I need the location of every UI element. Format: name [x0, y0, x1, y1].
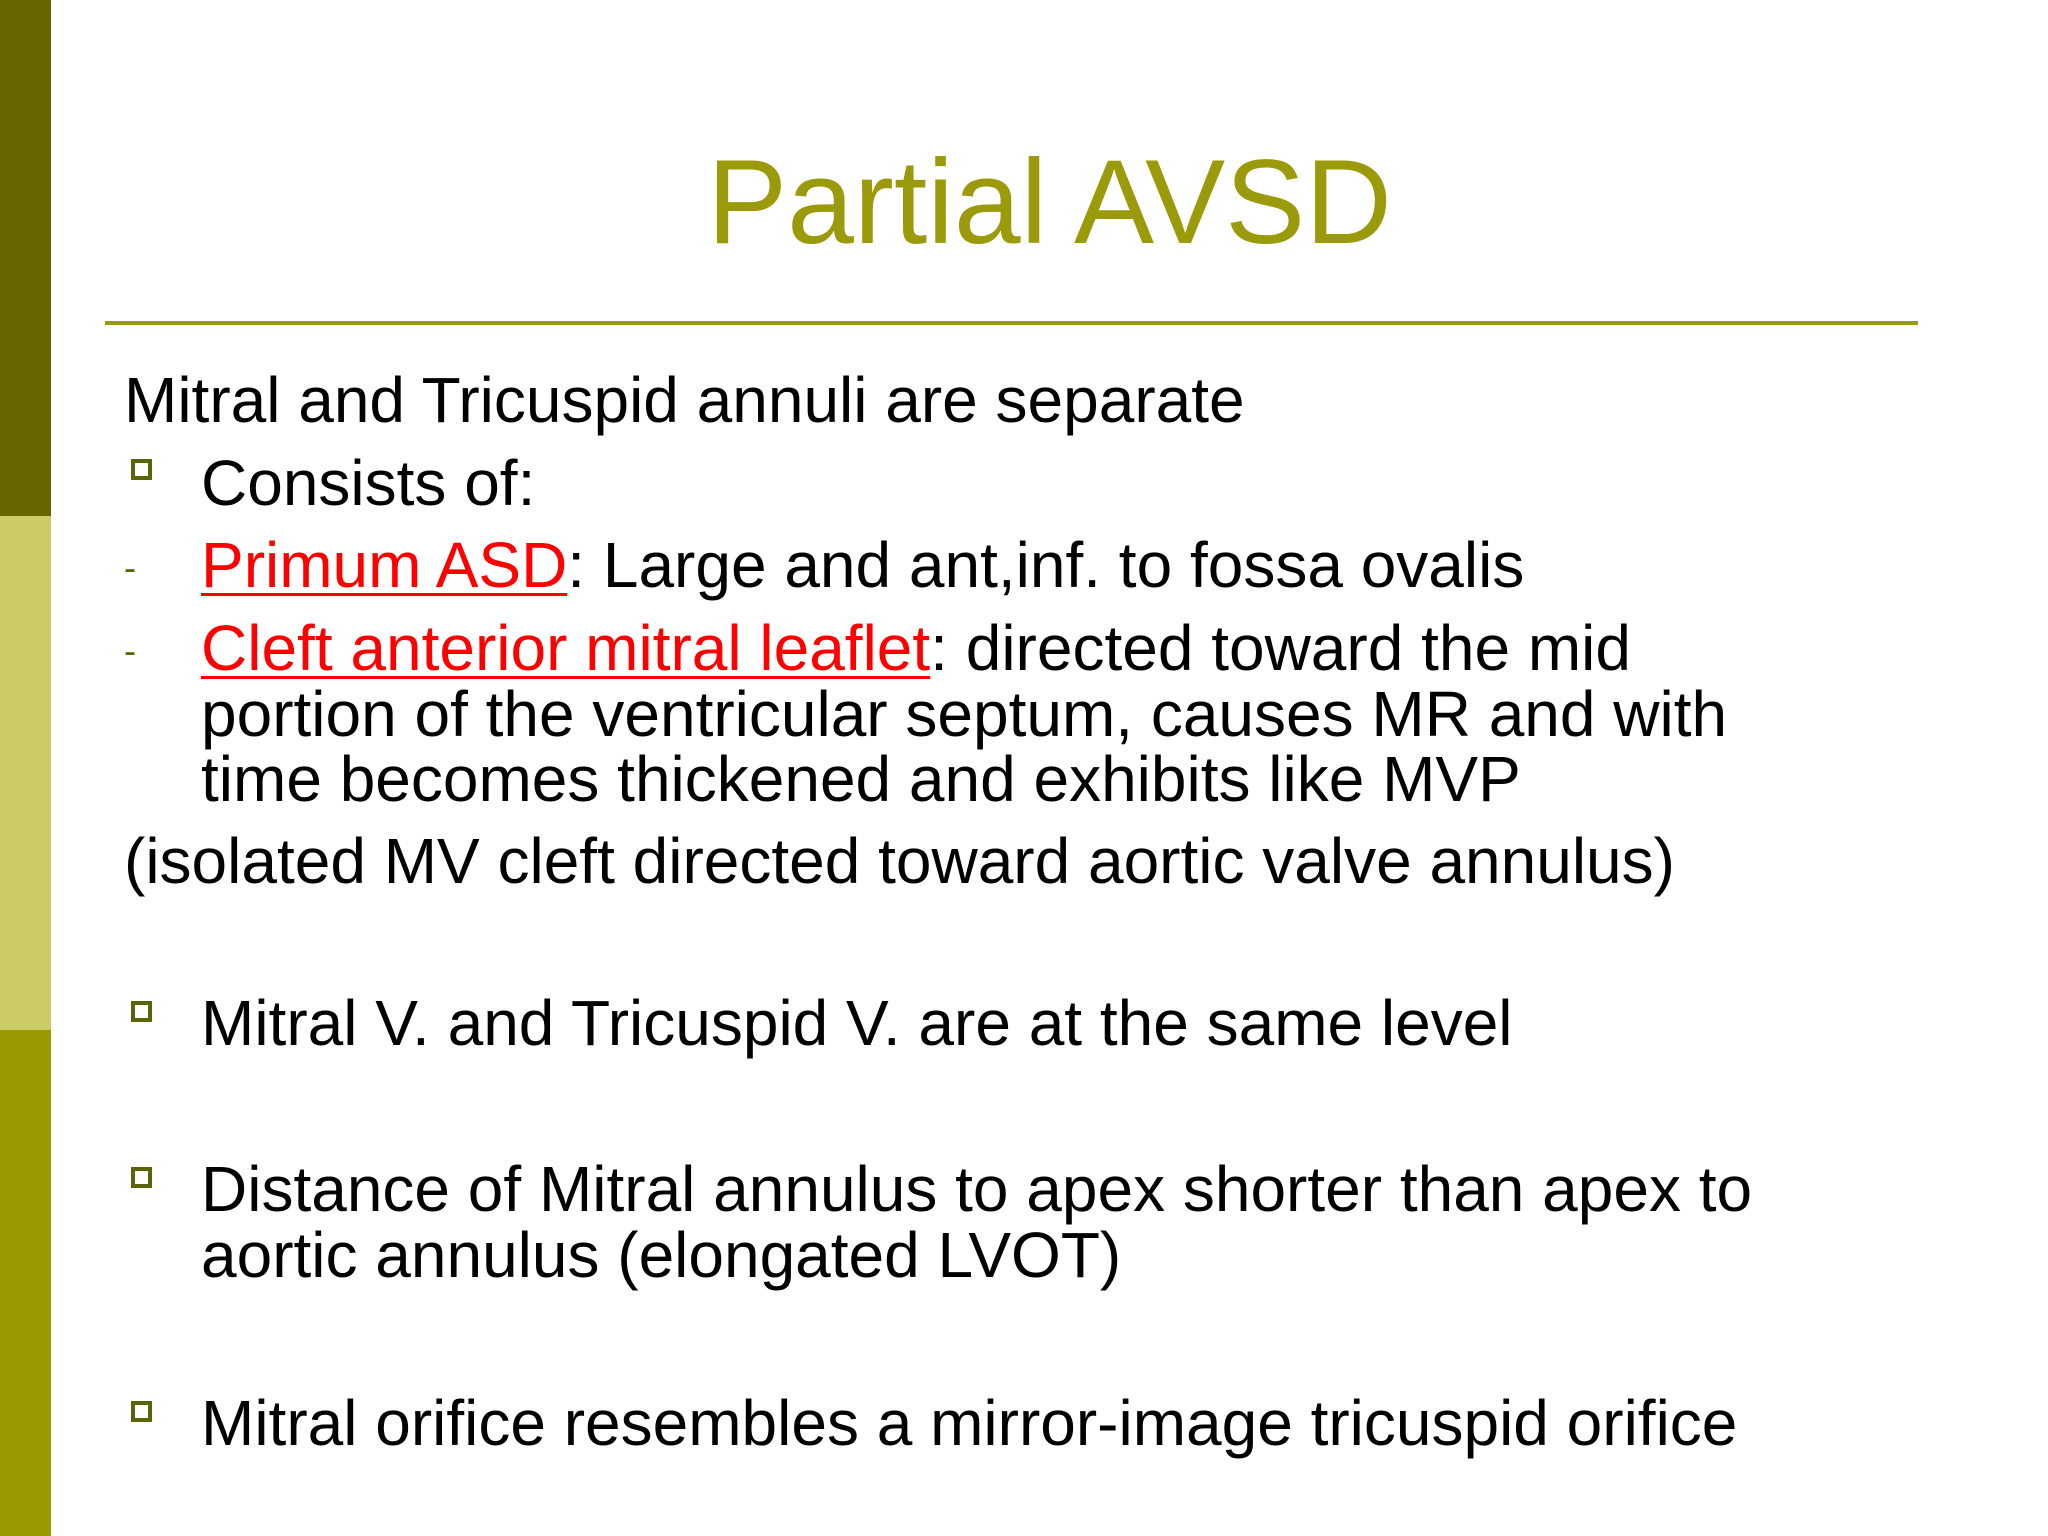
- cleft-leaflet-line-3: time becomes thickened and exhibits like MVP: [201, 743, 1521, 815]
- distance-text-line-1: Distance of Mitral annulus to apex shorter than apex to: [201, 1153, 1753, 1225]
- primum-asd-description: : Large and ant,inf. to fossa ovalis: [567, 529, 1525, 601]
- decorative-side-bar: [0, 0, 51, 1536]
- square-bullet-icon: [131, 459, 152, 480]
- square-bullet-icon: [131, 1167, 152, 1188]
- cleft-leaflet-description: : directed toward the mid: [930, 612, 1631, 684]
- intro-text: Mitral and Tricuspid annuli are separate: [124, 364, 1245, 436]
- square-bullet-icon: [131, 1401, 152, 1422]
- primum-asd-term: Primum ASD: [201, 529, 568, 601]
- orifice-text: Mitral orifice resembles a mirror-image tricuspid orifice: [201, 1387, 1738, 1459]
- isolated-cleft-note: (isolated MV cleft directed toward aortic valve annulus): [124, 825, 1675, 897]
- same-level-text: Mitral V. and Tricuspid V. are at the same level: [201, 987, 1513, 1059]
- dash-bullet-icon: -: [124, 547, 136, 588]
- consists-of-text: Consists of:: [201, 447, 536, 519]
- side-bar-bottom-segment: [0, 1030, 51, 1536]
- slide-title: Partial AVSD: [707, 135, 1392, 269]
- cleft-leaflet-line-2: portion of the ventricular septum, causes MR and with: [201, 678, 1728, 750]
- cleft-leaflet-term: Cleft anterior mitral leaflet: [201, 612, 931, 684]
- distance-text-line-2: aortic annulus (elongated LVOT): [201, 1219, 1122, 1291]
- side-bar-middle-segment: [0, 516, 51, 1030]
- title-divider: [105, 321, 1918, 325]
- cleft-leaflet-item: [201, 612, 1631, 684]
- square-bullet-icon: [131, 1001, 152, 1022]
- dash-bullet-icon: -: [124, 630, 136, 671]
- primum-asd-item: [201, 529, 1525, 601]
- side-bar-top-segment: [0, 0, 51, 516]
